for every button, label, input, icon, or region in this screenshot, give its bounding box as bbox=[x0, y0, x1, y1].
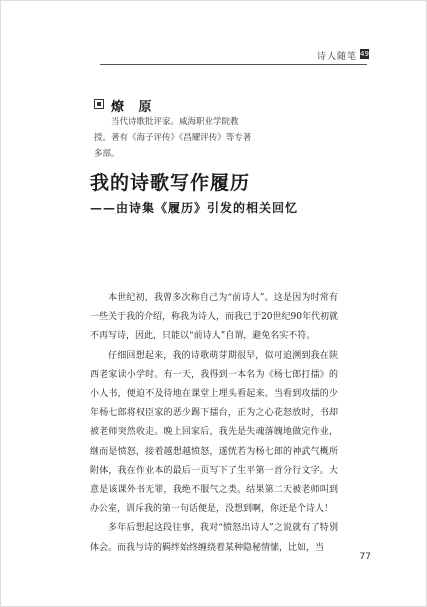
article-subtitle: ——由诗集《履历》引发的相关回忆 bbox=[90, 201, 299, 215]
author-name: 燎 原 bbox=[111, 100, 157, 115]
body-paragraph: 本世纪初，我曾多次称自己为“前诗人”。这是因为时常有一些关于我的介绍，称我为诗人，而我已于20世纪90年代初就不再写诗，因此，只能以“前诗人”自谓，避免名实不符。 bbox=[90, 293, 338, 342]
section-label: 诗人随笔 bbox=[316, 52, 357, 62]
section-mark: 49 bbox=[360, 50, 369, 58]
article-body bbox=[90, 289, 338, 558]
author-marker-icon bbox=[94, 99, 104, 109]
body-paragraph: 多年后想起这段往事，我对“愤怒出诗人”之说就有了特别体会。而我与诗的羁绊始终缠绕着某种隐秘情愫，比如，当 bbox=[90, 523, 338, 553]
article-title: 我的诗歌写作履历 bbox=[90, 172, 251, 194]
header-rule bbox=[100, 64, 367, 65]
page-number: 77 bbox=[359, 552, 371, 562]
body-paragraph: 仔细回想起来，我的诗歌萌芽期很早，似可追溯到我在陕西老家读小学时。有一天，我得到一本名为《杨七郎打擂》的小人书，便迫不及待地在课堂上埋头看起来。当看到攻擂的少年杨七郎将权臣家的恶少踢下擂台，正为之心花怒放时，书却被老师突然收走。晚上回家后，我先是失魂落魄地做完作业，继而是愤怒，接着越想越愤怒，遂恍若为杨七郎的神武气概所附体，我在作业本的最后一页写下了生平第一首分行文字。大意是该课外书无罪，我绝不服气之类。结果第二天被老师叫到办公室，训斥我的第一句话便是，没想到啊，你还是个诗人！ bbox=[90, 350, 338, 515]
author-bio: 当代诗歌批评家。威海职业学院教授。著有《海子评传》《昌耀评传》等专著多部。 bbox=[94, 117, 252, 159]
